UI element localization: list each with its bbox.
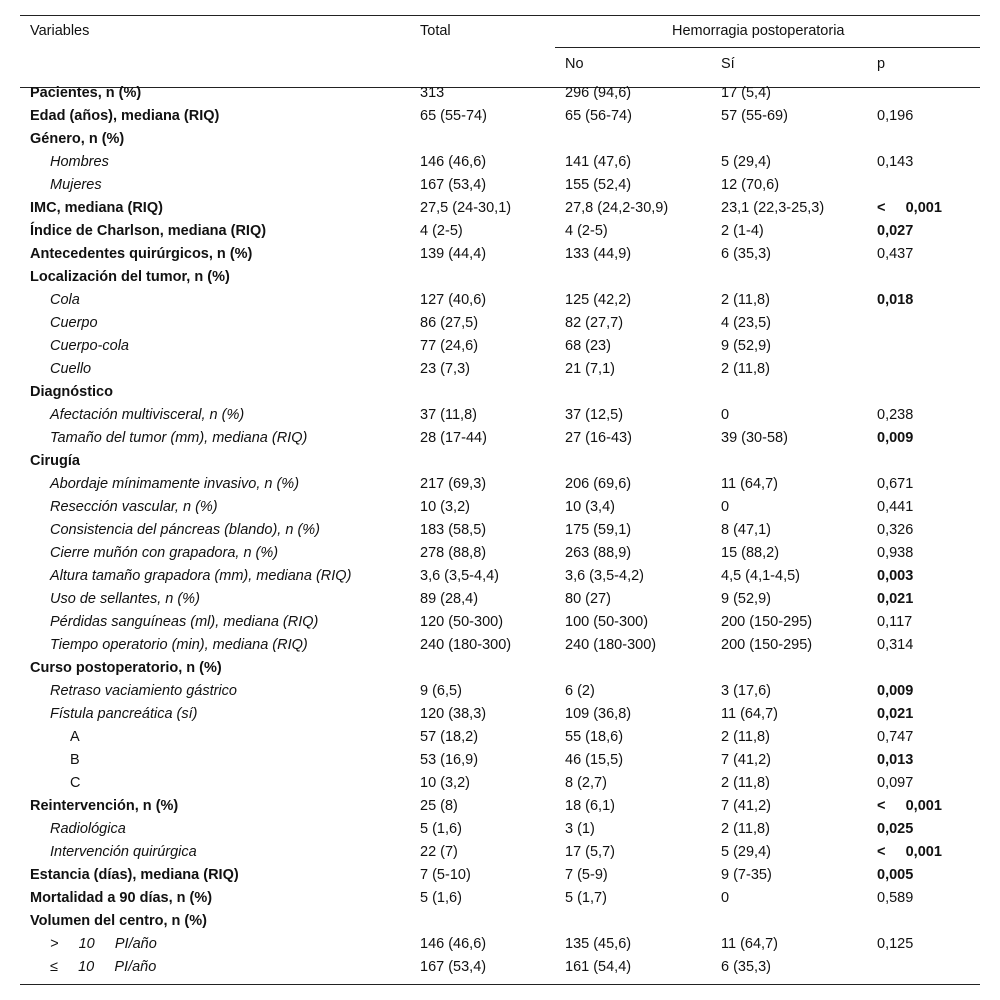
cell-total: 313 bbox=[420, 85, 445, 101]
table-row bbox=[20, 496, 980, 519]
table-row bbox=[20, 910, 980, 933]
cell-total: 77 (24,6) bbox=[420, 338, 479, 354]
table-row bbox=[20, 473, 980, 496]
cell-p: 0,437 bbox=[877, 246, 914, 262]
table-row bbox=[20, 197, 980, 220]
row-label: Intervención quirúrgica bbox=[50, 844, 197, 860]
cell-total: 10 (3,2) bbox=[420, 499, 470, 515]
cell-total: 146 (46,6) bbox=[420, 154, 487, 170]
cell-p: 0,441 bbox=[877, 499, 914, 515]
cell-no: 80 (27) bbox=[565, 591, 611, 607]
table-row bbox=[20, 151, 980, 174]
row-label: Índice de Charlson, mediana (RIQ) bbox=[30, 223, 267, 239]
row-label: IMC, mediana (RIQ) bbox=[30, 200, 163, 216]
cell-si: 4 (23,5) bbox=[721, 315, 771, 331]
cell-no: 46 (15,5) bbox=[565, 752, 624, 768]
header-p: p bbox=[877, 56, 886, 72]
cell-si: 0 bbox=[721, 407, 730, 423]
cell-no: 141 (47,6) bbox=[565, 154, 632, 170]
row-label: Edad (años), mediana (RIQ) bbox=[30, 108, 220, 124]
cell-si: 2 (11,8) bbox=[721, 729, 770, 745]
cell-p: 0,117 bbox=[877, 614, 913, 630]
table-row bbox=[20, 795, 980, 818]
table-row bbox=[20, 174, 980, 197]
row-label: Mujeres bbox=[50, 177, 102, 193]
cell-no: 65 (56-74) bbox=[565, 108, 632, 124]
cell-p: < 0,001 bbox=[877, 798, 942, 814]
row-label: Mortalidad a 90 días, n (%) bbox=[30, 890, 213, 906]
table-row bbox=[20, 726, 980, 749]
cell-si: 2 (11,8) bbox=[721, 821, 770, 837]
cell-total: 5 (1,6) bbox=[420, 821, 462, 837]
cell-no: 27 (16-43) bbox=[565, 430, 632, 446]
cell-no: 4 (2-5) bbox=[565, 223, 608, 239]
cell-si: 9 (52,9) bbox=[721, 338, 771, 354]
cell-p: < 0,001 bbox=[877, 200, 942, 216]
cell-no: 109 (36,8) bbox=[565, 706, 632, 722]
cell-no: 18 (6,1) bbox=[565, 798, 615, 814]
cell-no: 175 (59,1) bbox=[565, 522, 632, 538]
cell-p: 0,747 bbox=[877, 729, 914, 745]
row-label: Localización del tumor, n (%) bbox=[30, 269, 230, 285]
row-label: Fístula pancreática (sí) bbox=[50, 706, 198, 722]
cell-no: 82 (27,7) bbox=[565, 315, 624, 331]
row-label: Abordaje mínimamente invasivo, n (%) bbox=[50, 476, 300, 492]
row-label: Afectación multivisceral, n (%) bbox=[50, 407, 245, 423]
group-span-rule bbox=[555, 47, 980, 48]
table-row bbox=[20, 243, 980, 266]
table-row bbox=[20, 266, 980, 289]
row-label: Altura tamaño grapadora (mm), mediana (RIQ) bbox=[50, 568, 352, 584]
cell-total: 120 (38,3) bbox=[420, 706, 487, 722]
row-label: Cola bbox=[50, 292, 80, 308]
table-row bbox=[20, 841, 980, 864]
cell-no: 37 (12,5) bbox=[565, 407, 624, 423]
row-label: C bbox=[70, 775, 81, 791]
cell-no: 68 (23) bbox=[565, 338, 611, 354]
table-row bbox=[20, 289, 980, 312]
cell-total: 167 (53,4) bbox=[420, 177, 487, 193]
cell-p: < 0,001 bbox=[877, 844, 942, 860]
row-label: Cuello bbox=[50, 361, 92, 377]
cell-total: 217 (69,3) bbox=[420, 476, 487, 492]
cell-si: 6 (35,3) bbox=[721, 959, 771, 975]
cell-p: 0,125 bbox=[877, 936, 914, 952]
cell-total: 167 (53,4) bbox=[420, 959, 487, 975]
cell-p: 0,238 bbox=[877, 407, 914, 423]
cell-no: 296 (94,6) bbox=[565, 85, 632, 101]
cell-p: 0,003 bbox=[877, 568, 914, 584]
cell-si: 8 (47,1) bbox=[721, 522, 771, 538]
cell-total: 278 (88,8) bbox=[420, 545, 487, 561]
table-row bbox=[20, 381, 980, 404]
cell-si: 6 (35,3) bbox=[721, 246, 771, 262]
table-row bbox=[20, 358, 980, 381]
table-bottom-rule bbox=[20, 984, 980, 985]
cell-p: 0,589 bbox=[877, 890, 914, 906]
cell-si: 5 (29,4) bbox=[721, 844, 771, 860]
cell-p: 0,196 bbox=[877, 108, 914, 124]
header-no: No bbox=[565, 56, 584, 72]
row-label: Consistencia del páncreas (blando), n (%) bbox=[50, 522, 320, 538]
table-row bbox=[20, 542, 980, 565]
header-group-hemorragia: Hemorragia postoperatoria bbox=[672, 23, 845, 39]
table-row bbox=[20, 450, 980, 473]
row-label: Género, n (%) bbox=[30, 131, 125, 147]
row-label: Diagnóstico bbox=[30, 384, 113, 400]
row-label: Uso de sellantes, n (%) bbox=[50, 591, 200, 607]
row-label: Retraso vaciamiento gástrico bbox=[50, 683, 237, 699]
row-label: Pacientes, n (%) bbox=[30, 85, 142, 101]
cell-total: 240 (180-300) bbox=[420, 637, 512, 653]
cell-no: 155 (52,4) bbox=[565, 177, 632, 193]
cell-total: 22 (7) bbox=[420, 844, 458, 860]
row-label: > 10 PI/año bbox=[50, 936, 157, 952]
table-row bbox=[20, 588, 980, 611]
table-row bbox=[20, 611, 980, 634]
cell-total: 139 (44,4) bbox=[420, 246, 487, 262]
row-label: B bbox=[70, 752, 80, 768]
cell-total: 127 (40,6) bbox=[420, 292, 487, 308]
row-label: Cierre muñón con grapadora, n (%) bbox=[50, 545, 279, 561]
cell-total: 120 (50-300) bbox=[420, 614, 504, 630]
row-label: Cirugía bbox=[30, 453, 80, 469]
table-row bbox=[20, 933, 980, 956]
row-label: Tamaño del tumor (mm), mediana (RIQ) bbox=[50, 430, 308, 446]
cell-no: 27,8 (24,2-30,9) bbox=[565, 200, 669, 216]
table-row bbox=[20, 956, 980, 979]
cell-no: 10 (3,4) bbox=[565, 499, 615, 515]
cell-p: 0,025 bbox=[877, 821, 914, 837]
table-row bbox=[20, 404, 980, 427]
cell-p: 0,314 bbox=[877, 637, 914, 653]
cell-total: 9 (6,5) bbox=[420, 683, 462, 699]
row-label: Resección vascular, n (%) bbox=[50, 499, 218, 515]
cell-si: 11 (64,7) bbox=[721, 936, 778, 952]
cell-total: 4 (2-5) bbox=[420, 223, 463, 239]
cell-total: 89 (28,4) bbox=[420, 591, 479, 607]
cell-si: 17 (5,4) bbox=[721, 85, 771, 101]
cell-si: 3 (17,6) bbox=[721, 683, 771, 699]
cell-no: 5 (1,7) bbox=[565, 890, 607, 906]
table-top-rule bbox=[20, 15, 980, 16]
cell-p: 0,938 bbox=[877, 545, 914, 561]
table-row bbox=[20, 818, 980, 841]
row-label: Antecedentes quirúrgicos, n (%) bbox=[30, 246, 253, 262]
cell-si: 2 (11,8) bbox=[721, 775, 770, 791]
cell-si: 39 (30-58) bbox=[721, 430, 788, 446]
table-row bbox=[20, 128, 980, 151]
row-label: Hombres bbox=[50, 154, 109, 170]
cell-total: 3,6 (3,5-4,4) bbox=[420, 568, 499, 584]
cell-total: 183 (58,5) bbox=[420, 522, 487, 538]
cell-total: 28 (17-44) bbox=[420, 430, 487, 446]
cell-total: 37 (11,8) bbox=[420, 407, 477, 423]
cell-p: 0,013 bbox=[877, 752, 914, 768]
cell-si: 0 bbox=[721, 499, 730, 515]
table-row bbox=[20, 657, 980, 680]
table-row bbox=[20, 519, 980, 542]
cell-total: 146 (46,6) bbox=[420, 936, 487, 952]
cell-p: 0,027 bbox=[877, 223, 914, 239]
cell-no: 3,6 (3,5-4,2) bbox=[565, 568, 644, 584]
cell-p: 0,009 bbox=[877, 430, 914, 446]
table-row bbox=[20, 887, 980, 910]
cell-no: 21 (7,1) bbox=[565, 361, 615, 377]
table-row bbox=[20, 749, 980, 772]
cell-total: 5 (1,6) bbox=[420, 890, 462, 906]
cell-si: 2 (11,8) bbox=[721, 361, 770, 377]
table-row bbox=[20, 634, 980, 657]
header-total: Total bbox=[420, 23, 451, 39]
cell-no: 8 (2,7) bbox=[565, 775, 607, 791]
cell-p: 0,097 bbox=[877, 775, 914, 791]
cell-si: 11 (64,7) bbox=[721, 706, 778, 722]
cell-si: 5 (29,4) bbox=[721, 154, 771, 170]
table-row bbox=[20, 82, 980, 105]
table-row bbox=[20, 312, 980, 335]
cell-si: 23,1 (22,3-25,3) bbox=[721, 200, 825, 216]
cell-no: 206 (69,6) bbox=[565, 476, 632, 492]
cell-si: 57 (55-69) bbox=[721, 108, 788, 124]
cell-p: 0,018 bbox=[877, 292, 914, 308]
cell-si: 12 (70,6) bbox=[721, 177, 780, 193]
row-label: Cuerpo bbox=[50, 315, 98, 331]
cell-si: 4,5 (4,1-4,5) bbox=[721, 568, 800, 584]
cell-total: 65 (55-74) bbox=[420, 108, 487, 124]
cell-total: 7 (5-10) bbox=[420, 867, 471, 883]
cell-si: 7 (41,2) bbox=[721, 798, 771, 814]
cell-total: 23 (7,3) bbox=[420, 361, 470, 377]
row-label: Tiempo operatorio (min), mediana (RIQ) bbox=[50, 637, 308, 653]
cell-si: 2 (11,8) bbox=[721, 292, 770, 308]
cell-p: 0,143 bbox=[877, 154, 914, 170]
table-row bbox=[20, 427, 980, 450]
cell-si: 7 (41,2) bbox=[721, 752, 771, 768]
cell-no: 6 (2) bbox=[565, 683, 595, 699]
cell-no: 100 (50-300) bbox=[565, 614, 649, 630]
row-label: Cuerpo-cola bbox=[50, 338, 129, 354]
cell-no: 161 (54,4) bbox=[565, 959, 632, 975]
table-row bbox=[20, 680, 980, 703]
cell-p: 0,326 bbox=[877, 522, 914, 538]
cell-no: 240 (180-300) bbox=[565, 637, 657, 653]
cell-no: 7 (5-9) bbox=[565, 867, 608, 883]
row-label: Pérdidas sanguíneas (ml), mediana (RIQ) bbox=[50, 614, 319, 630]
header-variables: Variables bbox=[30, 23, 90, 39]
cell-total: 53 (16,9) bbox=[420, 752, 479, 768]
cell-no: 133 (44,9) bbox=[565, 246, 632, 262]
table-row bbox=[20, 864, 980, 887]
table-row bbox=[20, 220, 980, 243]
cell-si: 200 (150-295) bbox=[721, 637, 813, 653]
cell-total: 10 (3,2) bbox=[420, 775, 470, 791]
cell-si: 11 (64,7) bbox=[721, 476, 778, 492]
cell-total: 86 (27,5) bbox=[420, 315, 479, 331]
row-label: Volumen del centro, n (%) bbox=[30, 913, 207, 929]
row-label: Curso postoperatorio, n (%) bbox=[30, 660, 222, 676]
cell-si: 9 (7-35) bbox=[721, 867, 772, 883]
cell-si: 9 (52,9) bbox=[721, 591, 771, 607]
table-row bbox=[20, 703, 980, 726]
table-row bbox=[20, 772, 980, 795]
cell-total: 25 (8) bbox=[420, 798, 458, 814]
cell-p: 0,671 bbox=[877, 476, 914, 492]
cell-no: 3 (1) bbox=[565, 821, 595, 837]
cell-no: 263 (88,9) bbox=[565, 545, 632, 561]
cell-total: 57 (18,2) bbox=[420, 729, 479, 745]
row-label: Estancia (días), mediana (RIQ) bbox=[30, 867, 239, 883]
table-row bbox=[20, 565, 980, 588]
cell-p: 0,005 bbox=[877, 867, 914, 883]
cell-p: 0,009 bbox=[877, 683, 914, 699]
row-label: A bbox=[70, 729, 80, 745]
cell-no: 135 (45,6) bbox=[565, 936, 632, 952]
cell-no: 125 (42,2) bbox=[565, 292, 632, 308]
cell-total: 27,5 (24-30,1) bbox=[420, 200, 512, 216]
cell-p: 0,021 bbox=[877, 591, 914, 607]
row-label: ≤ 10 PI/año bbox=[50, 959, 157, 975]
header-si: Sí bbox=[721, 56, 735, 72]
cell-si: 200 (150-295) bbox=[721, 614, 813, 630]
cell-no: 55 (18,6) bbox=[565, 729, 624, 745]
table-body bbox=[20, 82, 980, 979]
table-row bbox=[20, 335, 980, 358]
cell-si: 2 (1-4) bbox=[721, 223, 764, 239]
table-row bbox=[20, 105, 980, 128]
row-label: Radiológica bbox=[50, 821, 126, 837]
cell-si: 15 (88,2) bbox=[721, 545, 780, 561]
cell-no: 17 (5,7) bbox=[565, 844, 615, 860]
cell-si: 0 bbox=[721, 890, 730, 906]
row-label: Reintervención, n (%) bbox=[30, 798, 179, 814]
cell-p: 0,021 bbox=[877, 706, 914, 722]
